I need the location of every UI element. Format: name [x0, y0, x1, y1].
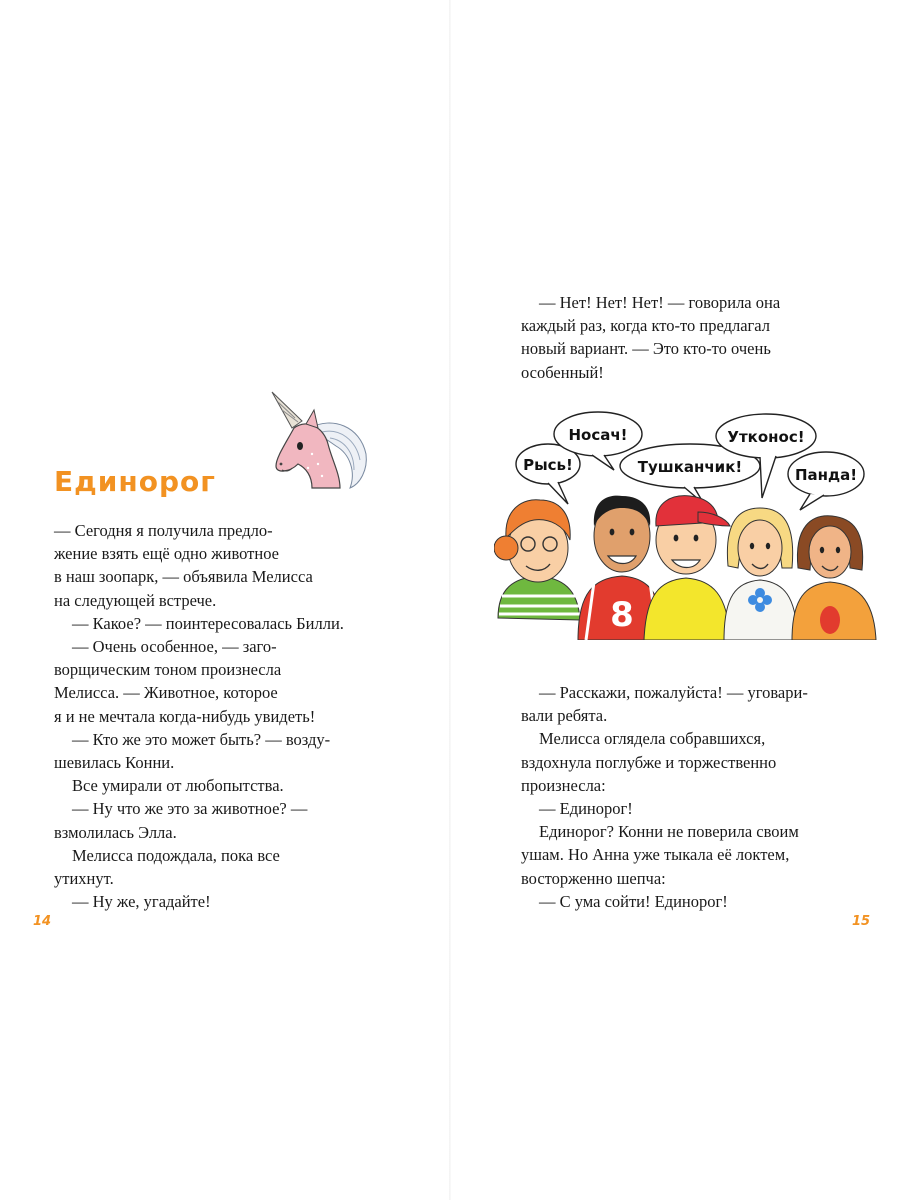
text-line: Мелисса. — Животное, которое — [54, 683, 278, 703]
text-line: новый вариант. — Это кто-то очень — [521, 339, 771, 359]
left-body-text — [54, 519, 379, 913]
kid-girl-orange-shirt — [792, 516, 876, 640]
bubble-text-panda: Панда! — [794, 466, 858, 484]
text-line: я и не мечтала когда-нибудь увидеть! — [54, 706, 316, 726]
text-line: — Нет! Нет! Нет! — говорила она — [539, 293, 781, 312]
bubble-text-platypus: Утконос! — [727, 428, 805, 446]
page-number-left: 14 — [33, 914, 52, 929]
speech-bubble-panda — [788, 452, 864, 510]
shirt-number: 8 — [610, 595, 634, 635]
right-top-text — [521, 291, 846, 384]
text-line: вздохнула поглубже и торжественно — [521, 752, 777, 772]
right-bottom-text — [521, 681, 846, 913]
text-line: — Кто же это может быть? — возду- — [72, 729, 331, 749]
kid-girl-glasses — [494, 500, 580, 620]
kid-boy-red-cap — [644, 496, 730, 640]
text-line: Мелисса оглядела собравшихся, — [539, 729, 766, 749]
text-line: утихнут. — [54, 869, 114, 889]
page-number-right: 15 — [852, 914, 871, 929]
text-line: Все умирали от любопытства. — [72, 776, 284, 796]
text-line: шевилась Конни. — [54, 753, 175, 773]
text-line: — Единорог! — [539, 799, 633, 819]
text-line: особенный! — [521, 362, 604, 382]
chapter-title: Единорог — [54, 465, 216, 498]
speech-bubble-lynx — [516, 444, 580, 504]
text-line: — Ну что же это за животное? — — [72, 799, 308, 819]
kids-illustration — [494, 408, 880, 640]
text-line: восторженно шепча: — [521, 868, 666, 888]
text-line: произнесла: — [521, 775, 606, 795]
text-line: ушам. Но Анна уже тыкала её локтем, — [521, 845, 790, 865]
text-line: вали ребята. — [521, 706, 608, 726]
text-line: Единорог? Конни не поверила своим — [539, 822, 799, 842]
bubble-text-lynx: Рысь! — [523, 456, 573, 474]
text-line: взмолилась Элла. — [54, 822, 177, 842]
bubble-text-proboscis: Носач! — [568, 426, 628, 444]
kid-girl-blonde — [724, 508, 798, 640]
text-line: — Ну же, угадайте! — [72, 892, 211, 912]
text-line: на следующей встрече. — [54, 590, 217, 610]
text-line: ворщическим тоном произнесла — [54, 660, 282, 680]
bubble-text-jerboa: Тушканчик! — [637, 458, 743, 476]
text-line: — Какое? — поинтересовалась Билли. — [72, 613, 344, 633]
text-line: — Сегодня я получила предло- — [54, 521, 273, 540]
text-line: — Расскажи, пожалуйста! — уговари- — [539, 683, 808, 702]
text-line: жение взять ещё одно животное — [54, 544, 279, 564]
text-line: каждый раз, когда кто-то предлагал — [521, 316, 770, 336]
text-line: — Очень особенное, — заго- — [72, 637, 277, 657]
text-line: в наш зоопарк, — объявила Мелисса — [54, 567, 313, 587]
text-line: — С ума сойти! Единорог! — [539, 891, 728, 911]
unicorn-illustration — [262, 388, 372, 498]
text-line: Мелисса подождала, пока все — [72, 845, 280, 865]
